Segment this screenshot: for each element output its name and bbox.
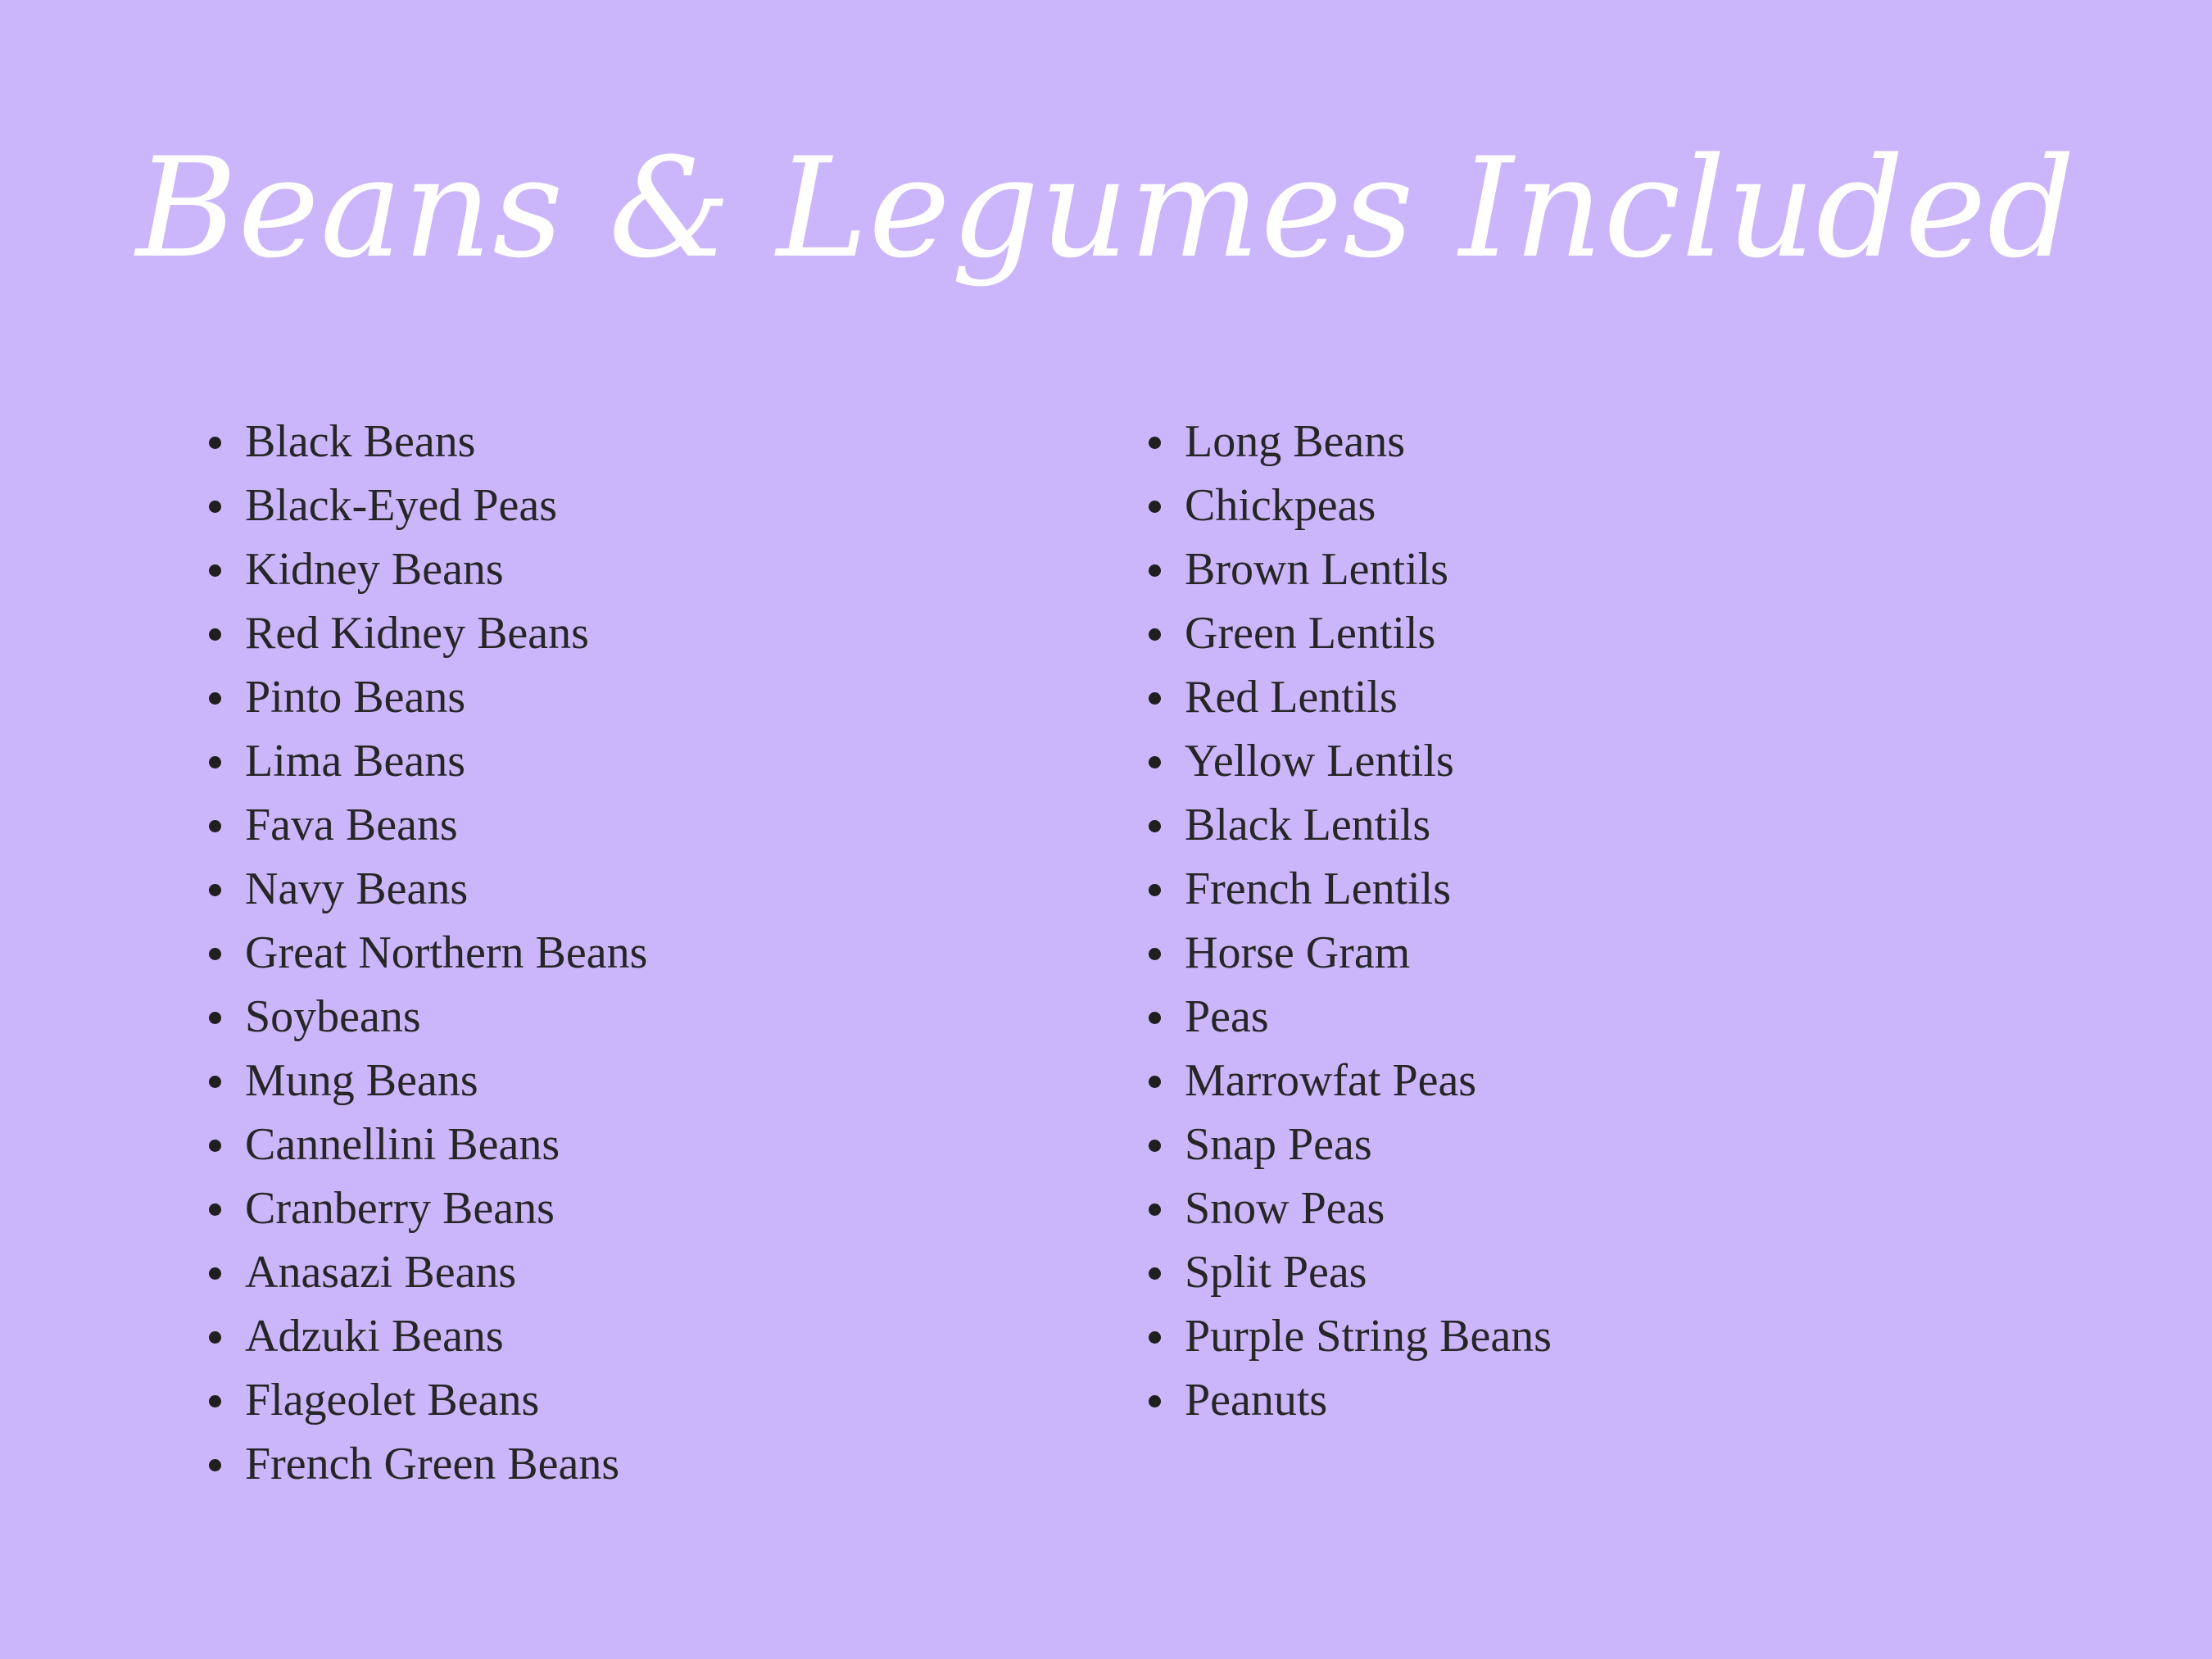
bullet-icon [1149, 1267, 1161, 1280]
list-item [209, 729, 647, 793]
bullet-icon [1149, 1076, 1161, 1088]
list-item [209, 985, 647, 1049]
list-item-label: Marrowfat Peas [1185, 1055, 1477, 1106]
bullet-icon [209, 1012, 221, 1024]
list-item-label: Pinto Beans [245, 672, 466, 723]
list-item-label: Great Northern Beans [245, 927, 648, 978]
list-item-label: Peas [1185, 991, 1269, 1042]
list-item-label: Cannellini Beans [245, 1119, 560, 1170]
list-item-label: Yellow Lentils [1185, 736, 1454, 786]
list-item [1149, 1240, 1552, 1304]
list-item [209, 1368, 647, 1432]
list-item-label: Black Beans [245, 416, 476, 467]
list-item [209, 857, 647, 921]
list-item [1149, 601, 1552, 665]
list-item [209, 1432, 647, 1496]
bullet-icon [209, 820, 221, 832]
bullet-icon [1149, 756, 1161, 768]
list-item [1149, 729, 1552, 793]
bullet-icon [1149, 564, 1161, 577]
list-item-label: Kidney Beans [245, 544, 504, 595]
list-item-label: Brown Lentils [1185, 544, 1448, 595]
list-item [1149, 474, 1552, 537]
bullet-icon [1149, 692, 1161, 705]
list-item-label: Fava Beans [245, 800, 458, 850]
list-item-label: Snow Peas [1185, 1183, 1385, 1234]
list-item [1149, 921, 1552, 985]
list-item [1149, 793, 1552, 857]
bullet-icon [1149, 1140, 1161, 1152]
list-item [1149, 410, 1552, 474]
bullet-icon [1149, 628, 1161, 641]
list-item [1149, 1113, 1552, 1176]
bullet-icon [1149, 1395, 1161, 1407]
list-item [209, 921, 647, 985]
list-item-label: French Lentils [1185, 863, 1452, 914]
list-item-label: Long Beans [1185, 416, 1406, 467]
list-item-label: Lima Beans [245, 736, 466, 786]
bullet-icon [1149, 501, 1161, 513]
list-item-label: Flageolet Beans [245, 1375, 540, 1426]
bullet-icon [1149, 884, 1161, 896]
bullet-icon [209, 628, 221, 641]
right-list [1149, 410, 1552, 1432]
list-item [1149, 537, 1552, 601]
bullet-icon [209, 1395, 221, 1407]
list-item [1149, 1368, 1552, 1432]
list-item [209, 665, 647, 729]
list-item [1149, 1304, 1552, 1368]
list-item-label: Peanuts [1185, 1375, 1328, 1426]
list-item-label: Soybeans [245, 991, 421, 1042]
bullet-icon [209, 756, 221, 768]
list-item [209, 537, 647, 601]
list-item [1149, 857, 1552, 921]
list-item [209, 410, 647, 474]
list-item-label: Anasazi Beans [245, 1247, 517, 1298]
list-item-label: Adzuki Beans [245, 1311, 504, 1362]
list-item-label: Chickpeas [1185, 480, 1376, 531]
list-item-label: Red Lentils [1185, 672, 1398, 723]
list-item-label: Black-Eyed Peas [245, 480, 557, 531]
bullet-icon [209, 501, 221, 513]
list-item-label: Green Lentils [1185, 608, 1436, 659]
bullet-icon [209, 1331, 221, 1344]
list-item [209, 601, 647, 665]
list-item-label: Red Kidney Beans [245, 608, 589, 659]
bullet-icon [209, 1203, 221, 1216]
bullet-icon [209, 948, 221, 960]
list-item-label: Horse Gram [1185, 927, 1411, 978]
left-list [209, 410, 647, 1496]
list-item-label: Black Lentils [1185, 800, 1431, 850]
bullet-icon [209, 884, 221, 896]
list-item-label: Cranberry Beans [245, 1183, 555, 1234]
bullet-icon [209, 437, 221, 449]
bullet-icon [209, 1459, 221, 1471]
list-item [209, 1240, 647, 1304]
bullet-icon [1149, 1203, 1161, 1216]
list-item [209, 1176, 647, 1240]
list-item [1149, 985, 1552, 1049]
list-item-label: Snap Peas [1185, 1119, 1372, 1170]
list-item [209, 1049, 647, 1113]
list-item-label: Mung Beans [245, 1055, 478, 1106]
list-item [209, 1113, 647, 1176]
list-item-label: Navy Beans [245, 863, 469, 914]
list-item [1149, 1176, 1552, 1240]
bullet-icon [1149, 437, 1161, 449]
list-item [209, 793, 647, 857]
list-item [1149, 1049, 1552, 1113]
list-item [1149, 665, 1552, 729]
bullet-icon [1149, 1331, 1161, 1344]
bullet-icon [1149, 820, 1161, 832]
list-item [209, 1304, 647, 1368]
bullet-icon [1149, 1012, 1161, 1024]
list-item-label: French Green Beans [245, 1439, 620, 1489]
list-item [209, 474, 647, 537]
bullet-icon [209, 564, 221, 577]
bullet-icon [209, 692, 221, 705]
bullet-icon [209, 1267, 221, 1280]
list-item-label: Split Peas [1185, 1247, 1367, 1298]
bullet-icon [1149, 948, 1161, 960]
page-title: Beans & Legumes Included [136, 128, 2076, 288]
list-item-label: Purple String Beans [1185, 1311, 1552, 1362]
bullet-icon [209, 1140, 221, 1152]
bullet-icon [209, 1076, 221, 1088]
